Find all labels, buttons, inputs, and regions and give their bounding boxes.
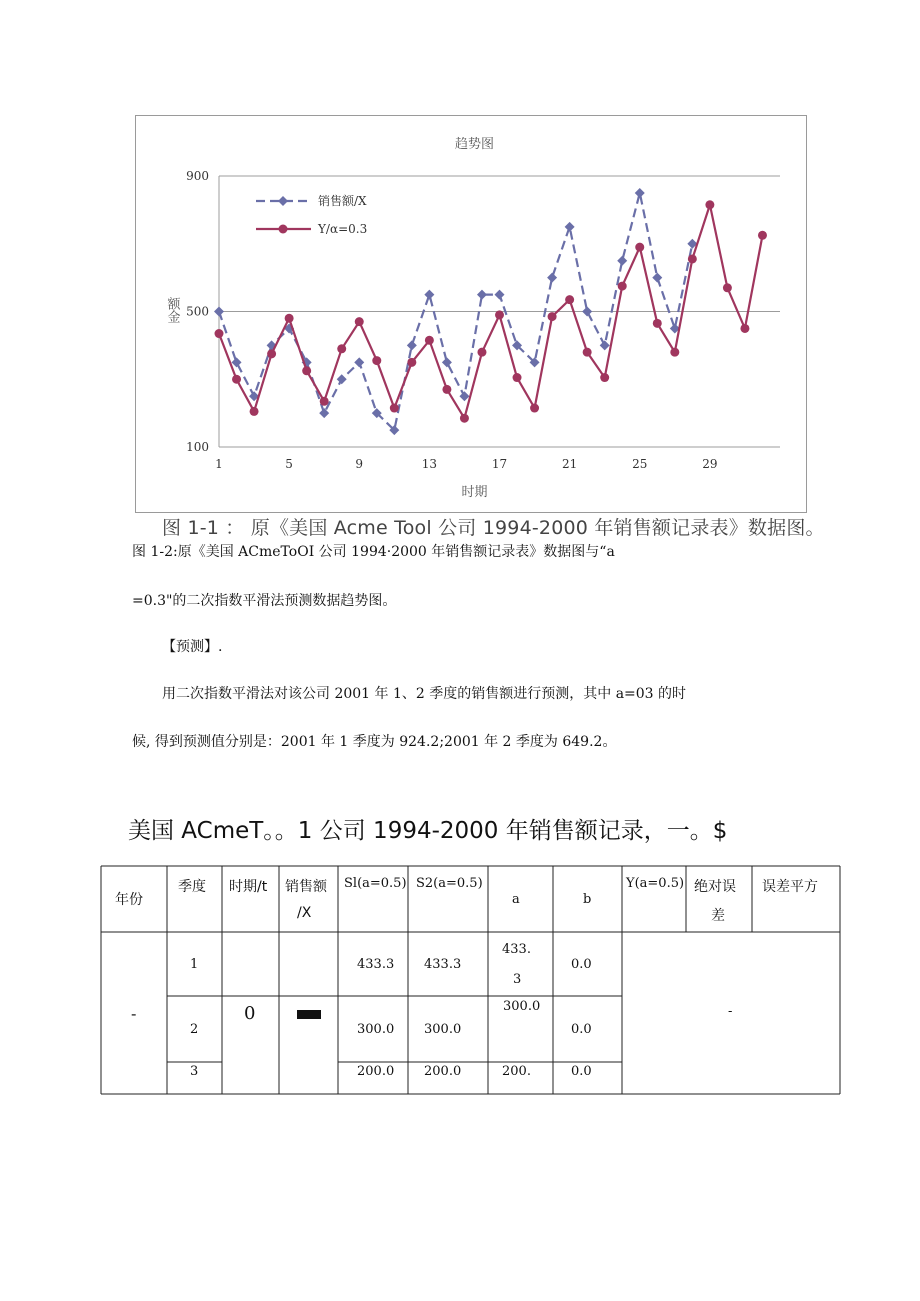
cell-quarter-1: 1	[190, 957, 199, 972]
cell-s2-3: 200.0	[424, 1064, 462, 1079]
paragraph-forecast-result: 候, 得到预测值分别是：2001 年 1 季度为 924.2;2001 年 2 季度为 649.2。	[132, 734, 617, 750]
legend-label-0: 销售额/X	[318, 194, 367, 208]
cell-a-2: 300.0	[503, 999, 541, 1014]
x-tick-label-21: 21	[561, 457, 578, 471]
cell-s2-2: 300.0	[424, 1022, 462, 1037]
y-axis-label: 额金	[164, 297, 180, 323]
x-tick-label-29: 29	[702, 457, 718, 471]
cell-b-2: 0.0	[571, 1022, 592, 1037]
y-tick-label-900: 900	[186, 169, 209, 183]
header-abs-error-cont: 差	[711, 908, 725, 924]
cell-s1-2: 300.0	[357, 1022, 395, 1037]
cell-year: -	[131, 1004, 137, 1023]
figure-caption: 图 1-1 ： 原《美国 Acme Tool 公司 1994-2000 年销售额记录表》数据图。	[162, 517, 825, 539]
header-sales: 销售额	[285, 879, 327, 895]
x-axis-label: 时期	[461, 485, 488, 500]
header-period: 时期/t	[229, 879, 268, 895]
header-squared-error: 误差平方	[762, 879, 818, 895]
cell-right-dash: -	[728, 1004, 733, 1019]
header-a: a	[512, 892, 520, 907]
header-b: b	[583, 892, 592, 907]
cell-a-1-cont: 3	[513, 972, 522, 987]
legend-label-1: Y/α=0.3	[318, 222, 368, 236]
section-heading-forecast: 【预测】.	[162, 639, 223, 655]
x-tick-label-5: 5	[285, 457, 293, 471]
header-quarter: 季度	[178, 879, 206, 895]
cell-s2-1: 433.3	[424, 957, 462, 972]
table-title: 美国 ACmeT。。1 公司 1994-2000 年销售额记录，一。$	[128, 818, 728, 844]
y-tick-label-500: 500	[186, 304, 209, 319]
y-tick-label-100: 100	[186, 440, 209, 454]
cell-a-3: 200.	[502, 1064, 531, 1079]
cell-b-3: 0.0	[571, 1064, 592, 1079]
cell-s1-1: 433.3	[357, 957, 395, 972]
cell-b-1: 0.0	[571, 957, 592, 972]
paragraph-figure-note: 图 1-2:原《美国 ACmeToOI 公司 1994·2000 年销售额记录表》数据图与“a	[132, 544, 615, 560]
paragraph-forecast: 用二次指数平滑法对该公司 2001 年 1、2 季度的销售额进行预测，其中 a=03 的时	[162, 686, 687, 702]
cell-a-1: 433.	[502, 942, 531, 957]
x-tick-label-1: 1	[215, 457, 223, 471]
x-tick-label-25: 25	[632, 457, 648, 471]
header-year: 年份	[115, 892, 143, 908]
x-tick-label-9: 9	[355, 457, 364, 471]
header-abs-error: 绝对误	[694, 879, 736, 895]
x-tick-label-13: 13	[421, 457, 438, 471]
chart-title: 趋势图	[454, 137, 495, 152]
cell-quarter-3: 3	[190, 1064, 199, 1079]
header-sales-unit: /X	[297, 905, 312, 921]
paragraph-figure-note-cont: =0.3"的二次指数平滑法预测数据趋势图。	[132, 593, 397, 609]
header-y: Y(a=0.5)	[626, 876, 685, 891]
cell-quarter-2: 2	[190, 1022, 199, 1037]
header-s2: S2(a=0.5)	[416, 876, 483, 891]
header-s1: Sl(a=0.5)	[344, 876, 407, 891]
cell-s1-3: 200.0	[357, 1064, 395, 1079]
cell-sales-dash	[297, 1010, 321, 1019]
x-tick-label-17: 17	[491, 457, 508, 471]
cell-period: 0	[244, 1003, 256, 1024]
